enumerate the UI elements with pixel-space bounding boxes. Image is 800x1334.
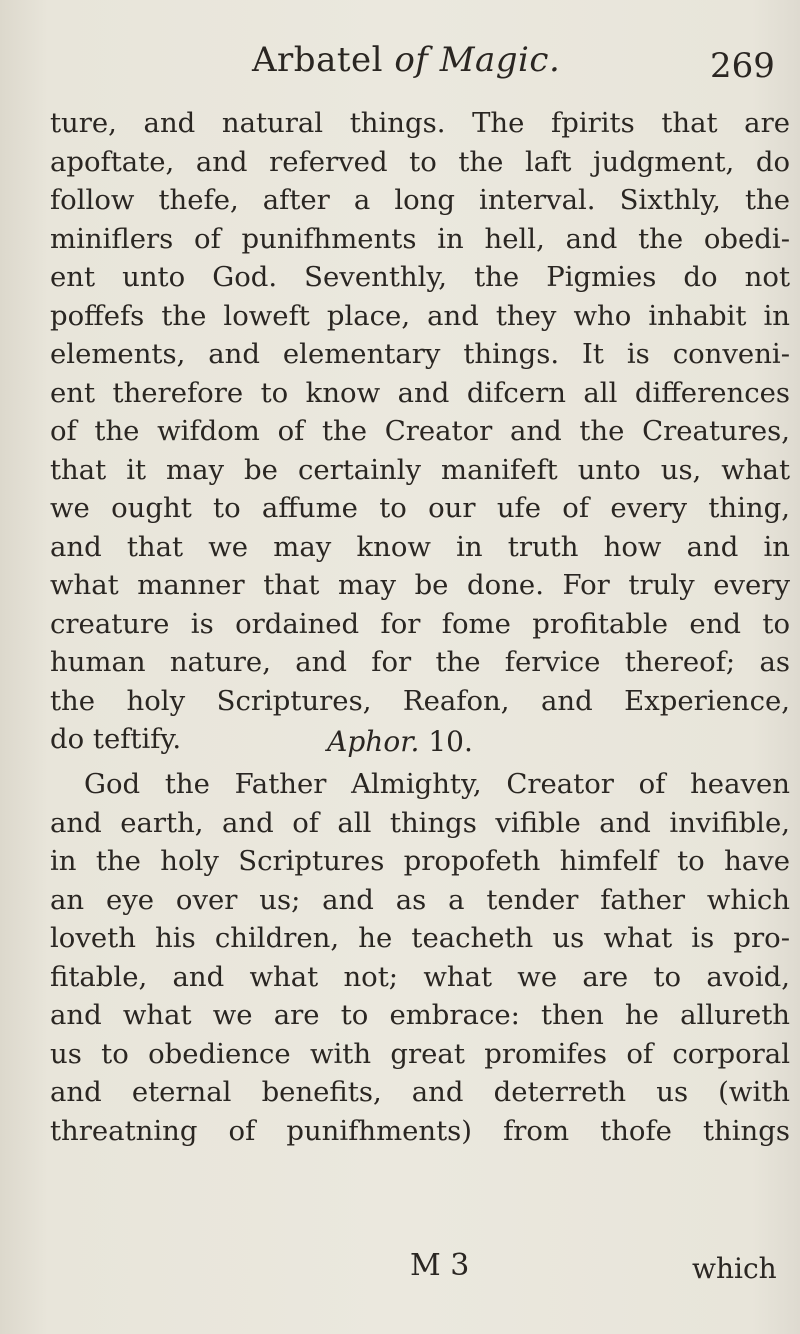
text-line: that it may be certainly manifeft unto us, what bbox=[50, 453, 790, 486]
title-of: of bbox=[394, 40, 429, 80]
text-line: follow thefe, after a long interval. Sixthly, the bbox=[50, 184, 790, 216]
aphorism-label: Aphor. bbox=[327, 725, 420, 758]
title-arbatel: Arbatel bbox=[252, 40, 383, 80]
text-line: ent therefore to know and difcern all differences bbox=[50, 376, 790, 409]
text-line: creature is ordained for fome profitable end to bbox=[50, 607, 790, 640]
text-line: and that we may know in truth how and in bbox=[50, 530, 790, 563]
text-line: threatning of punifhments) from thofe things bbox=[50, 1114, 790, 1147]
text-line: the holy Scriptures, Reafon, and Experience, bbox=[50, 684, 790, 717]
text-line: of the wifdom of the Creator and the Creatures, bbox=[50, 415, 790, 447]
text-line: ent unto God. Seventhly, the Pigmies do not bbox=[50, 261, 790, 293]
text-line: fitable, and what not; what we are to avoid, bbox=[50, 960, 790, 993]
text-line: what manner that may be done. For truly every bbox=[50, 569, 790, 601]
text-line: in the holy Scriptures propofeth himfelf to have bbox=[50, 845, 790, 877]
text-line: ture, and natural things. The fpirits that are bbox=[50, 107, 790, 139]
signature-mark: M 3 bbox=[410, 1248, 470, 1283]
text-line: God the Father Almighty, Creator of heaven bbox=[84, 768, 790, 800]
text-line: and earth, and of all things vifible and invifible, bbox=[50, 806, 790, 839]
text-line: us to obedience with great promifes of corporal bbox=[50, 1037, 790, 1070]
paragraph-1 bbox=[50, 104, 790, 759]
text-line: human nature, and for the fervice thereof; as bbox=[50, 646, 790, 678]
paragraph-2 bbox=[50, 765, 790, 1150]
text-line: an eye over us; and as a tender father which bbox=[50, 883, 790, 916]
text-line: miniflers of punifhments in hell, and the obedi- bbox=[50, 222, 790, 255]
text-line: loveth his children, he teacheth us what is pro- bbox=[50, 922, 790, 954]
aphorism-number: 10. bbox=[428, 725, 473, 758]
text-line: do teftify. bbox=[50, 723, 182, 755]
running-head bbox=[0, 40, 800, 90]
text-line: and eternal benefits, and deterreth us (with bbox=[50, 1076, 790, 1108]
text-line: we ought to affume to our ufe of every thing, bbox=[50, 492, 790, 524]
catchword: which bbox=[692, 1252, 777, 1285]
title-magic: Magic. bbox=[439, 40, 561, 80]
aphorism-heading bbox=[0, 722, 800, 762]
text-line: elements, and elementary things. It is conveni- bbox=[50, 338, 790, 370]
text-line: and what we are to embrace: then he allureth bbox=[50, 999, 790, 1031]
text-line: poffefs the loweft place, and they who inhabit in bbox=[50, 299, 790, 332]
page-number: 269 bbox=[710, 46, 775, 86]
text-line: apoftate, and referved to the laft judgment, do bbox=[50, 145, 790, 178]
running-head-title bbox=[252, 40, 560, 80]
